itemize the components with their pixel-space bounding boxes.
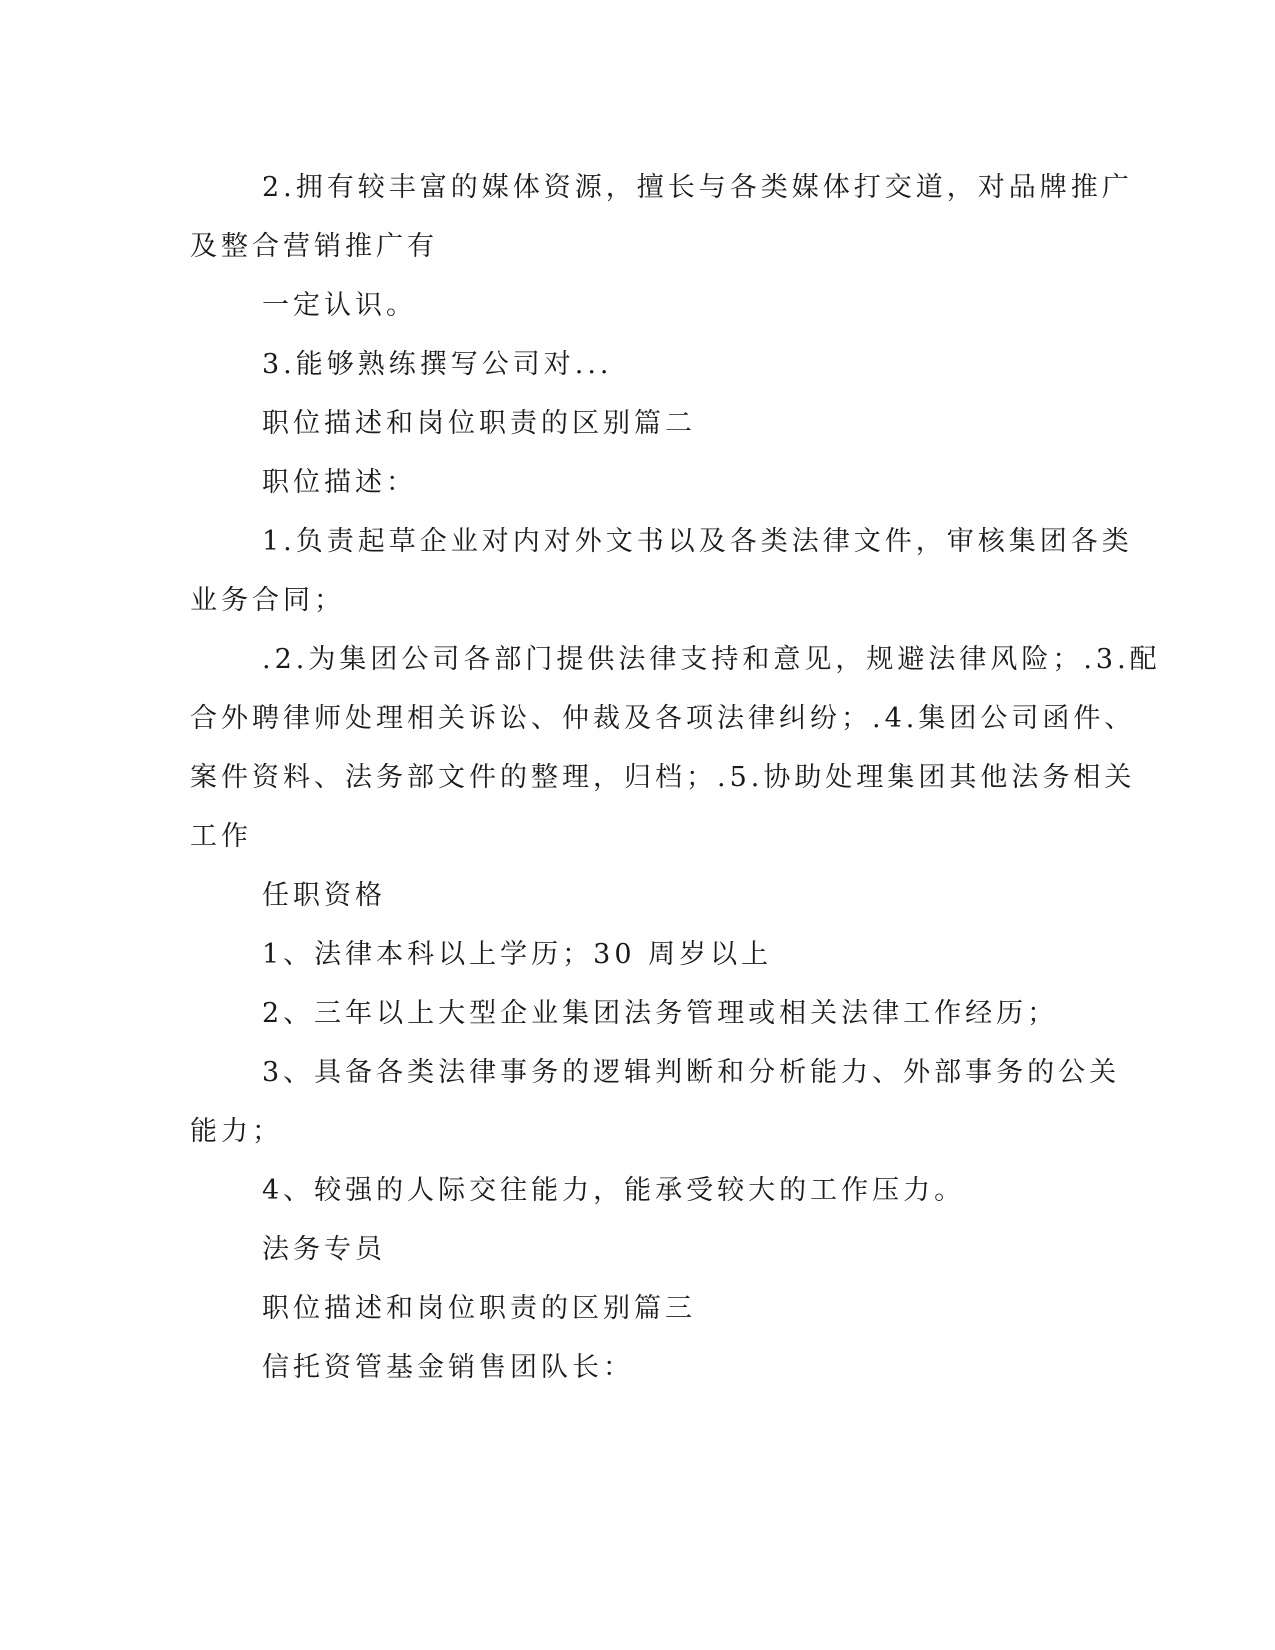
- text-line: 信托资管基金销售团队长：: [262, 1352, 634, 1383]
- text-line: 1.负责起草企业对内对外文书以及各类法律文件，审核集团各类: [262, 526, 1133, 557]
- text-line: 职位描述：: [262, 467, 417, 498]
- text-line: 一定认识。: [262, 290, 417, 321]
- text-line: 2、三年以上大型企业集团法务管理或相关法律工作经历；: [262, 998, 1059, 1029]
- text-line: 4、较强的人际交往能力，能承受较大的工作压力。: [262, 1175, 966, 1206]
- text-line: 及整合营销推广有: [190, 231, 438, 262]
- text-line: 合外聘律师处理相关诉讼、仲裁及各项法律纠纷；.4.集团公司函件、: [190, 703, 1136, 734]
- text-line: 1、法律本科以上学历；30 周岁以上: [262, 939, 773, 970]
- text-line: 2.拥有较丰富的媒体资源，擅长与各类媒体打交道，对品牌推广: [262, 172, 1133, 203]
- section-heading: 职位描述和岗位职责的区别篇二: [262, 408, 696, 439]
- text-line: 能力；: [190, 1116, 283, 1147]
- section-heading: 职位描述和岗位职责的区别篇三: [262, 1293, 696, 1324]
- text-line: 3.能够熟练撰写公司对...: [262, 349, 613, 380]
- text-line: 3、具备各类法律事务的逻辑判断和分析能力、外部事务的公关: [262, 1057, 1121, 1088]
- text-line: .2.为集团公司各部门提供法律支持和意见，规避法律风险；.3.配: [262, 644, 1161, 675]
- text-line: 案件资料、法务部文件的整理，归档；.5.协助处理集团其他法务相关: [190, 762, 1136, 793]
- text-line: 工作: [190, 821, 252, 852]
- text-line: 法务专员: [262, 1234, 386, 1265]
- text-line: 业务合同；: [190, 585, 345, 616]
- text-line: 任职资格: [262, 880, 386, 911]
